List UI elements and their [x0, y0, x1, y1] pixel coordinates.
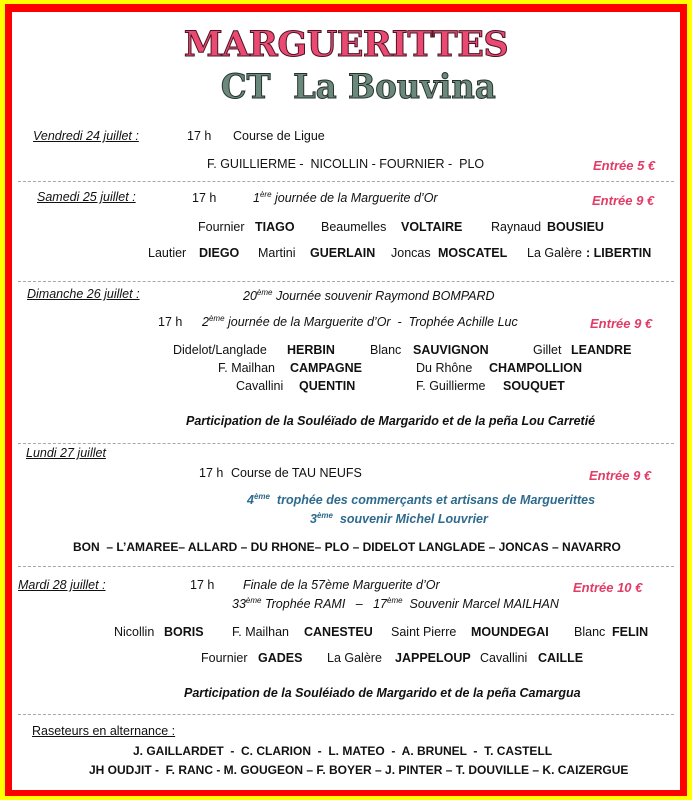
- event-text: journée de la Marguerite d’Or: [271, 191, 438, 205]
- bull-name: LEANDRE: [571, 343, 632, 357]
- bull-owner: Du Rhône: [416, 361, 473, 375]
- sunday-event: [202, 314, 518, 330]
- bull-name: CHAMPOLLION: [489, 361, 583, 375]
- sunday-participation: Participation de la Souléïado de Margarido et de la peña Lou Carretié: [186, 414, 596, 428]
- saturday-time: 17 h: [192, 191, 217, 205]
- bull-owner: Raynaud: [491, 220, 542, 234]
- trophy-text: souvenir Michel Louvrier: [332, 512, 488, 526]
- tuesday-participation: Participation de la Souléiado de Margarido et de la peña Camargua: [184, 686, 581, 700]
- raseteurs-label: Raseteurs en alternance :: [32, 724, 176, 738]
- friday-event: Course de Ligue: [233, 129, 325, 143]
- bull-owner: Cavallini: [236, 379, 284, 393]
- bull-name: CAMPAGNE: [290, 361, 362, 375]
- ordinal-suffix: ème: [256, 288, 273, 297]
- section-divider: [18, 714, 674, 715]
- monday-manades: BON – L’AMAREE– ALLARD – DU RHONE– PLO – DIDELOT LANGLADE – JONCAS – NAVARRO: [73, 540, 621, 554]
- bull-owner: Gillet: [533, 343, 562, 357]
- bull-owner: Didelot/Langlade: [173, 343, 267, 357]
- sunday-time: 17 h: [158, 315, 183, 329]
- bull-owner: La Galère: [327, 651, 382, 665]
- bull-owner: La Galère: [527, 246, 582, 260]
- ordinal-suffix: ère: [259, 190, 272, 199]
- bull-name: FELIN: [612, 625, 649, 639]
- bull-name: CAILLE: [538, 651, 584, 665]
- raseteurs-line-2: JH OUDJIT - F. RANC - M. GOUGEON – F. BOYER – J. PINTER – T. DOUVILLE – K. CAIZERGUE: [89, 763, 629, 777]
- bull-name: SAUVIGNON: [413, 343, 489, 357]
- bull-name: GUERLAIN: [310, 246, 376, 260]
- ordinal-number: 33: [232, 597, 246, 611]
- trophy-separator: –: [345, 597, 374, 611]
- monday-trophy-1: [247, 492, 595, 508]
- friday-raseteurs: F. GUILLIERME - NICOLLIN - FOURNIER - PLO: [207, 157, 485, 171]
- bull-owner: Joncas: [391, 246, 431, 260]
- friday-entry-price: Entrée 5 €: [593, 158, 656, 173]
- ordinal-suffix: ème: [245, 596, 262, 605]
- trophy-text: Trophée RAMI: [261, 597, 346, 611]
- tuesday-entry-price: Entrée 10 €: [573, 580, 643, 595]
- tuesday-time: 17 h: [190, 578, 215, 592]
- section-divider: [18, 566, 674, 567]
- ordinal-suffix: ème: [208, 314, 225, 323]
- bull-name: BOUSIEU: [547, 220, 604, 234]
- page-title: MARGUERITTES: [183, 24, 509, 65]
- monday-entry-price: Entrée 9 €: [589, 468, 652, 483]
- bull-owner: F. Mailhan: [232, 625, 289, 639]
- monday-date: Lundi 27 juillet: [26, 446, 106, 460]
- bull-owner: Fournier: [201, 651, 248, 665]
- bull-name: BORIS: [164, 625, 204, 639]
- bull-name: MOUNDEGAI: [471, 625, 549, 639]
- monday-trophy-2: [310, 511, 488, 527]
- tuesday-date: Mardi 28 juillet :: [18, 578, 106, 592]
- bull-owner: Nicollin: [114, 625, 155, 639]
- bull-owner: Beaumelles: [321, 220, 387, 234]
- bull-name: TIAGO: [255, 220, 295, 234]
- monday-event: Course de TAU NEUFS: [231, 466, 362, 480]
- bull-name: SOUQUET: [503, 379, 565, 393]
- bull-name: HERBIN: [287, 343, 335, 357]
- bull-name: VOLTAIRE: [401, 220, 463, 234]
- bull-name: MOSCATEL: [438, 246, 508, 260]
- bull-owner: Lautier: [148, 246, 187, 260]
- event-text: journée de la Marguerite d’Or - Trophée Achille Luc: [224, 315, 518, 329]
- section-divider: [18, 281, 674, 282]
- bull-owner: F. Mailhan: [218, 361, 275, 375]
- ordinal-number: 4: [247, 493, 254, 507]
- bull-owner: Martini: [258, 246, 296, 260]
- sunday-entry-price: Entrée 9 €: [590, 316, 653, 331]
- ordinal-suffix: ème: [387, 596, 403, 605]
- bull-owner: Blanc: [370, 343, 402, 357]
- ordinal-number: 3: [310, 512, 317, 526]
- ordinal-number: 2: [202, 315, 209, 329]
- bull-owner: Saint Pierre: [391, 625, 457, 639]
- ordinal-number: 20: [243, 289, 257, 303]
- ordinal-number: 17: [373, 597, 387, 611]
- bull-owner: Cavallini: [480, 651, 528, 665]
- bull-name: GADES: [258, 651, 303, 665]
- tuesday-event: Finale de la 57ème Marguerite d’Or: [243, 578, 440, 592]
- tribute-text: Journée souvenir Raymond BOMPARD: [272, 289, 495, 303]
- ordinal-number: 1: [253, 191, 260, 205]
- bull-name: CANESTEU: [304, 625, 373, 639]
- bull-owner: F. Guillierme: [416, 379, 486, 393]
- trophy-text: trophée des commerçants et artisans de Marguerittes: [269, 493, 596, 507]
- bull-name: DIEGO: [199, 246, 240, 260]
- ordinal-suffix: ème: [316, 511, 333, 520]
- ordinal-suffix: ème: [253, 492, 270, 501]
- bull-name: : LIBERTIN: [586, 246, 652, 260]
- saturday-event: [253, 190, 438, 206]
- saturday-date: Samedi 25 juillet :: [37, 190, 136, 204]
- section-divider: [18, 443, 674, 444]
- saturday-entry-price: Entrée 9 €: [592, 193, 655, 208]
- bull-name: JAPPELOUP: [395, 651, 471, 665]
- friday-date: Vendredi 24 juillet :: [33, 129, 139, 143]
- bull-name: QUENTIN: [299, 379, 356, 393]
- raseteurs-line-1: J. GAILLARDET - C. CLARION - L. MATEO - A. BRUNEL - T. CASTELL: [133, 744, 553, 758]
- bull-owner: Fournier: [198, 220, 245, 234]
- friday-time: 17 h: [187, 129, 212, 143]
- club-name: CT La Bouvina: [220, 67, 496, 107]
- bull-owner: Blanc: [574, 625, 606, 639]
- sunday-date: Dimanche 26 juillet :: [27, 287, 140, 301]
- trophy-text: Souvenir Marcel MAILHAN: [402, 597, 559, 611]
- monday-time: 17 h: [199, 466, 224, 480]
- tuesday-trophies: [232, 596, 559, 612]
- sunday-tribute: [243, 288, 495, 304]
- section-divider: [18, 181, 674, 182]
